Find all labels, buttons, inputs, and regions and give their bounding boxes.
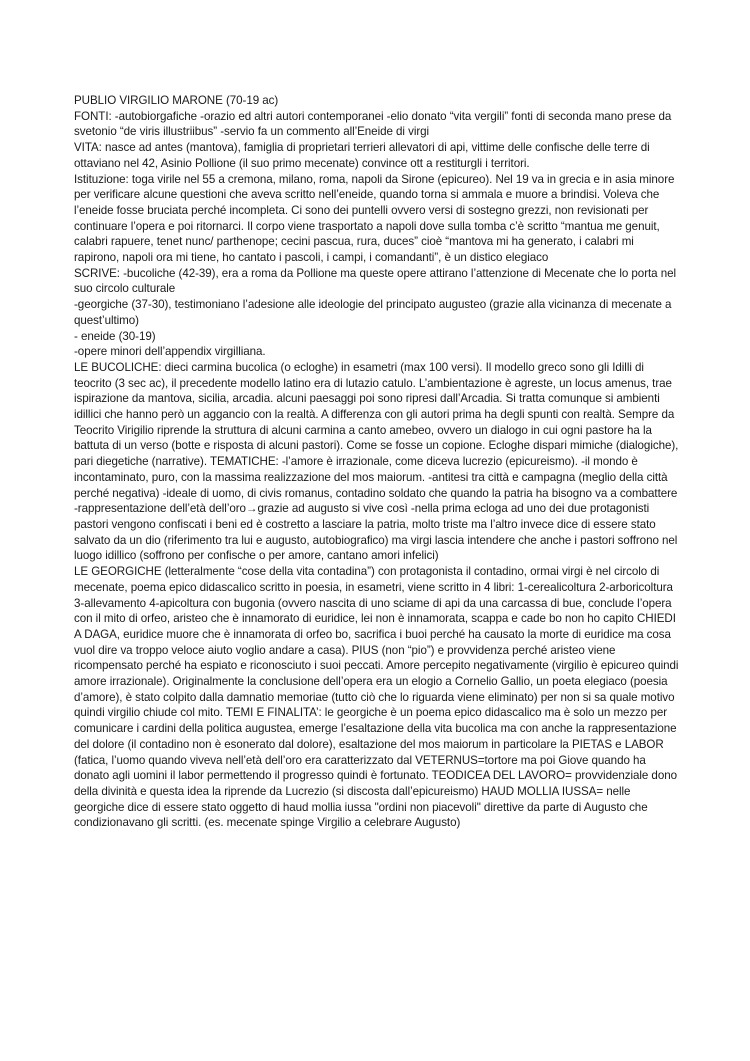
paragraph-opere-minori-item: -opere minori dell’appendix virgilliana.: [74, 345, 266, 359]
paragraph-georgiche: LE GEORGICHE (letteralmente “cose della vita contadina”) con protagonista il contadino, ormai virgi è nel circolo di mecenate, poema epico didascalico scritto in poesia, in esametri, viene scritto in 4 libri: 1-cerealicoltura 2-arboricoltura 3-allevamento 4-apicoltura con bugonia (ovvero nascita di uno sciame di api da una carcassa di bue, conclude l’opera con il mito di orfeo, aristeo che è innamorato di euridice, lei non è innamorata, scappa e cade bo non ho capito CHIEDI A DAGA, euridice muore che è innamorata di orfeo bo, sacrifica i buoi perché ha causato la morte di euridice ma cosa vuol dire va troppo veloce aiuto voglio andare a casa). PIUS (non “pio”) e provvidenza perché aristeo viene ricompensato perché ha espiato e riconosciuto i suoi peccati. Amore percepito negativamente (virgilio è epicureo quindi amore irrazionale). Originalmente la conclusione dell’opera era un elogio a Cornelio Gallio, un poeta elegiaco (poesia d’amore), è stato colpito dalla damnatio memoriae (tutto ciò che lo riguarda viene eliminato) per non si sa quale motivo quindi virgilio chiude col mito. TEMI E FINALITA’: le georgiche è un poema epico didascalico ma è solo un mezzo per comunicare i cardini della politica augustea, emerge l’esaltazione della vita bucolica ma con anche la rappresentazione del dolore (il contadino non è esonerato dal dolore), esaltazione del mos maiorum in particolare la PIETAS e LABOR (fatica, l’uomo quando viveva nell’età dell’oro era caratterizzato dal VETERNUS=tortore ma poi Giove quando ha donato agli uomini il labor permettendo il progresso quindi è fortunato. TEODICEA DEL LAVORO= provvidenziale dono della divinità e questa idea la riprende da Lucrezio (si discosta dall’epicureismo) HAUD MOLLIA IUSSA= nelle georgiche dice di essere stato oggetto di haud mollia iussa "ordini non piacevoli" direttive da parte di Augusto che condizionavano gli scritti. (es. mecenate spinge Virgilio a celebrare Augusto): [74, 565, 679, 830]
document-body: [74, 93, 680, 831]
paragraph-georgiche-item: -georgiche (37-30), testimoniano l’adesione alle ideologie del principato augusteo (grazie alla vicinanza di mecenate a quest’ultimo): [74, 298, 672, 327]
paragraph-vita: VITA: nasce ad antes (mantova), famiglia di proprietari terrieri allevatori di api, vittime delle confische delle terre di ottaviano nel 42, Asinio Pollione (il suo primo mecenate) convince ott a restiturgli i territori.: [74, 141, 650, 170]
paragraph-bucoliche: LE BUCOLICHE: dieci carmina bucolica (o ecloghe) in esametri (max 100 versi). Il modello greco sono gli Idilli di teocrito (3 sec ac), il precedente modello latino era di lutazio catulo. L’ambientazione è agreste, un locus amenus, trae ispirazione da mantova, sicilia, arcadia. alcuni paesaggi poi sono ripresi dall’Arcadia. Si tratta comunque si ambienti idillici che hanno però un aggancio con la realtà. A differenza con gli autori prima ha degli spunti con realtà. Sempre da Teocrito Virigilio riprende la struttura di alcuni carmina a canto amebeo, ovvero un dialogo in cui ogni pastore ha la battuta di un verso (botte e risposta di alcuni pastori). Come se fosse un copione. Ecloghe dispari mimiche (dialogiche), pari diegetiche (narrative). TEMATICHE: -l’amore è irrazionale, come diceva lucrezio (epicureismo). -il mondo è incontaminato, puro, con la massima realizzazione del mos maiorum. -antitesi tra città e campagna (meglio della città perché negativa) -ideale di uomo, di civis romanus, contadino soldato che quando la patria ha bisogno va a combattere -rappresentazione dell’età dell’oro→grazie ad augusto si vive così -nella prima ecloga ad uno dei due protagonisti pastori vengono confiscati i beni ed è costretto a lasciare la patria, molto triste ma l’altro invece dice di essere stato salvato da un dio (riferimento tra lui e augusto, autobiografico) ma virgi lascia intendere che anche i pastori soffrono nel luogo idillico (soffrono per confische o per amore, cantano amori infelici): [74, 360, 679, 563]
paragraph-istituzione: Istituzione: toga virile nel 55 a cremona, milano, roma, napoli da Sirone (epicureo). Nel 19 va in grecia e in asia minore per verificare alcune questioni che aveva scritto nell’eneide, quando torna si ammala e muore a brindisi. Voleva che l’eneide fosse bruciata perché incompleta. Ci sono dei puntelli ovvero versi di sostegno grezzi, non revisionati per continuare l’opera e poi ritornarci. Il corpo viene trasportato a napoli dove sulla tomba c’è scritto “mantua me genuit, calabri rapuere, tenet nunc/ parthenope; cecini pascua, rura, duces” cioè “mantova mi ha generato, i calabri mi rapirono, napoli ora mi tiene, ho cantato i pascoli, i campi, i comandanti”, è un distico elegiaco: [74, 172, 675, 265]
paragraph-scrive: SCRIVE: -bucoliche (42-39), era a roma da Pollione ma queste opere attirano l’attenzione di Mecenate che lo porta nel suo circolo culturale: [74, 266, 676, 296]
paragraph-fonti: FONTI: -autobiorgafiche -orazio ed altri autori contemporanei -elio donato “vita vergili” fonti di seconda mano prese da svetonio “de viris illustriibus” -servio fa un commento all’Eneide di virgi: [74, 109, 672, 139]
document-title: PUBLIO VIRGILIO MARONE (70-19 ac): [74, 94, 279, 107]
paragraph-eneide-item: - eneide (30-19): [74, 329, 156, 343]
